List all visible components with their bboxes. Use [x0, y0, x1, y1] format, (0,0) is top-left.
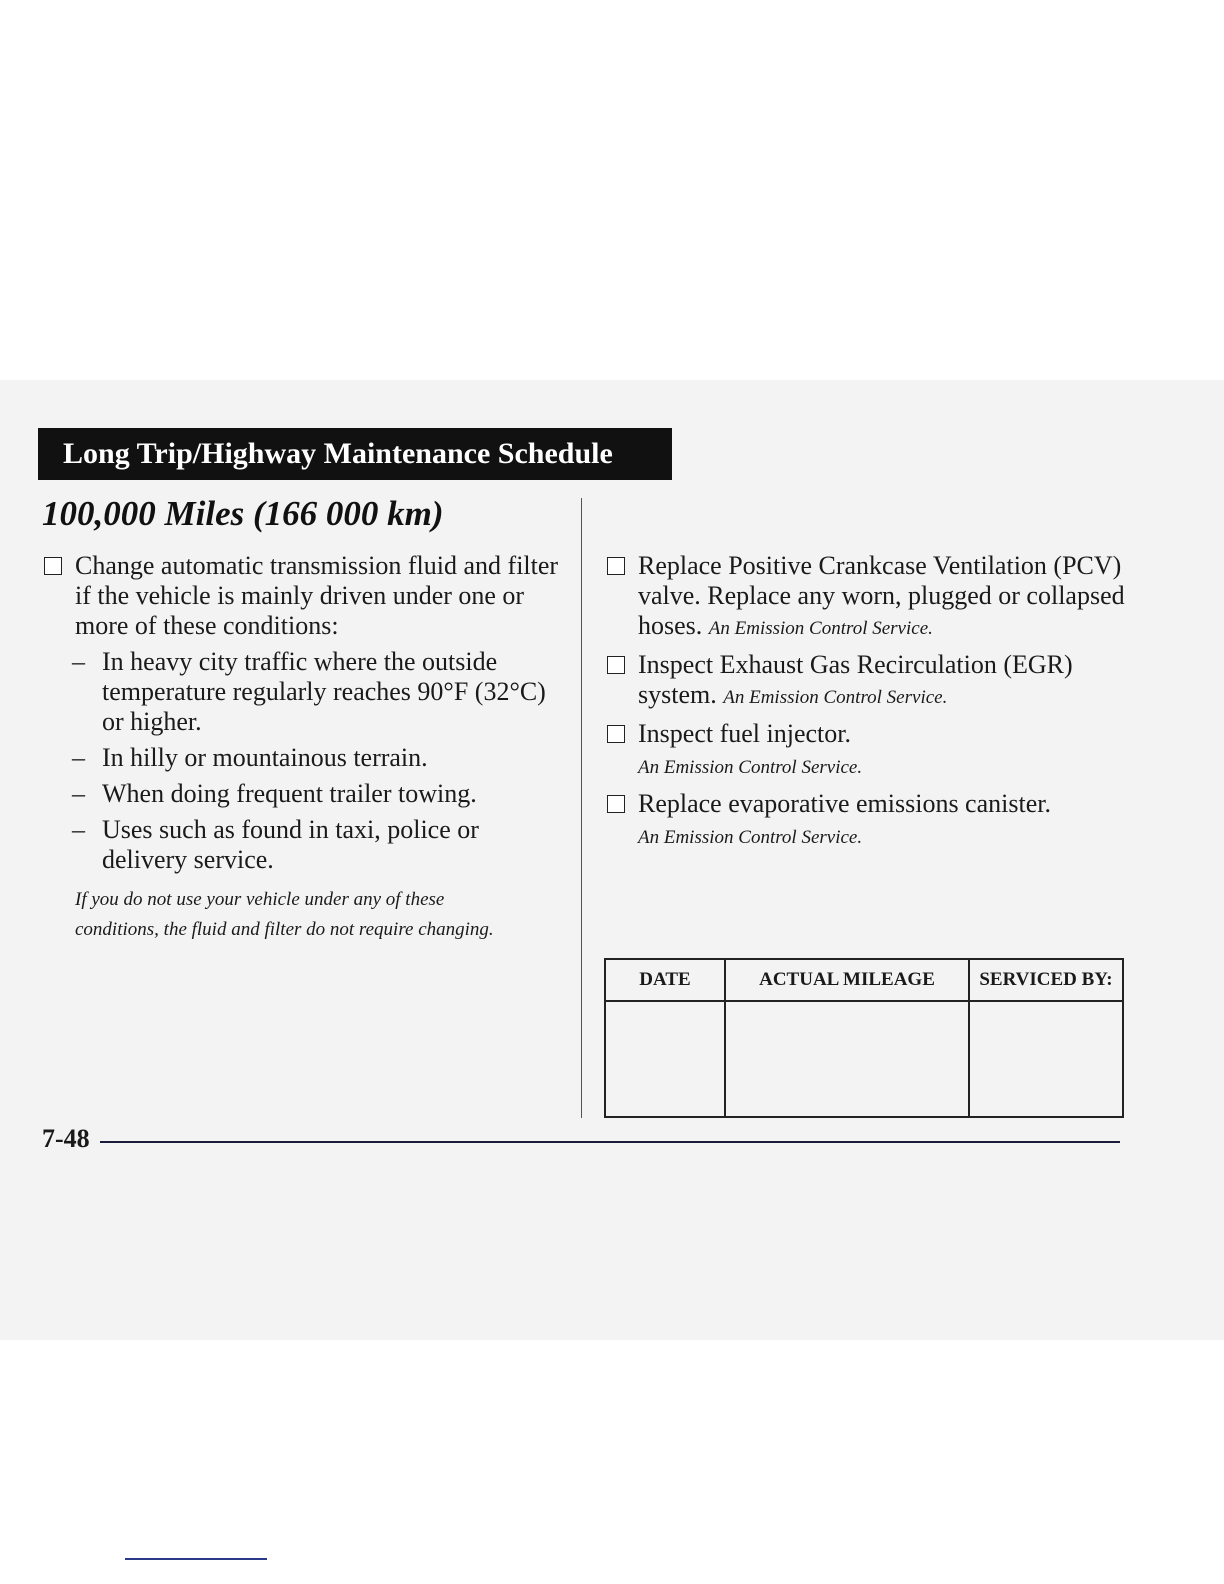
item-text: Inspect fuel injector. — [638, 719, 851, 748]
emission-note: An Emission Control Service. — [723, 687, 948, 708]
left-column — [42, 551, 562, 945]
section-title-bar: Long Trip/Highway Maintenance Schedule — [38, 428, 672, 480]
checklist-item-canister — [605, 789, 1150, 853]
cell-serviced-by[interactable] — [969, 1001, 1123, 1117]
condition-item — [42, 779, 562, 809]
emission-note: An Emission Control Service. — [708, 618, 933, 639]
condition-text: In heavy city traffic where the outside temperature regularly reaches 90°F (32°C) or higher. — [102, 647, 546, 736]
checklist-item-transmission — [42, 551, 562, 641]
checkbox-icon[interactable] — [607, 656, 625, 674]
checklist-item-pcv — [605, 551, 1150, 644]
condition-text: When doing frequent trailer towing. — [102, 779, 477, 808]
condition-item — [42, 647, 562, 737]
checklist-item-fuel-injector — [605, 719, 1150, 783]
emission-note: An Emission Control Service. — [638, 827, 863, 848]
mileage-heading: 100,000 Miles (166 000 km) — [42, 494, 444, 533]
dash-bullet: – — [72, 779, 85, 808]
page-number: 7-48 — [42, 1124, 90, 1153]
dash-bullet: – — [72, 743, 85, 772]
condition-text: Uses such as found in taxi, police or delivery service. — [102, 815, 479, 874]
checklist-item-egr — [605, 650, 1150, 713]
service-log-table — [604, 958, 1124, 1118]
right-column — [605, 551, 1150, 859]
bottom-mark — [125, 1558, 267, 1560]
checkbox-icon[interactable] — [607, 795, 625, 813]
item-text: Replace evaporative emissions canister. — [638, 789, 1051, 818]
checkbox-icon[interactable] — [607, 557, 625, 575]
item-text: Inspect Exhaust Gas Recirculation (EGR) system. — [638, 650, 1073, 709]
condition-text: In hilly or mountainous terrain. — [102, 743, 428, 772]
emission-note: An Emission Control Service. — [638, 757, 863, 778]
item-text: Change automatic transmission fluid and filter if the vehicle is mainly driven under one or more of these conditions: — [75, 551, 559, 640]
header-actual-mileage: ACTUAL MILEAGE — [725, 959, 969, 1001]
header-serviced-by: SERVICED BY: — [969, 959, 1123, 1001]
header-date: DATE — [605, 959, 725, 1001]
dash-bullet: – — [72, 815, 85, 844]
checkbox-icon[interactable] — [44, 557, 62, 575]
footnote: If you do not use your vehicle under any of these conditions, the fluid and filter do not require changing. — [75, 889, 494, 940]
condition-item — [42, 743, 562, 773]
item-text: Replace Positive Crankcase Ventilation (PCV) valve. Replace any worn, plugged or collapsed hoses. — [638, 551, 1125, 640]
column-divider — [581, 498, 582, 1118]
cell-actual-mileage[interactable] — [725, 1001, 969, 1117]
cell-date[interactable] — [605, 1001, 725, 1117]
checkbox-icon[interactable] — [607, 725, 625, 743]
footer-rule — [100, 1141, 1120, 1143]
dash-bullet: – — [72, 647, 85, 676]
condition-item — [42, 815, 562, 875]
